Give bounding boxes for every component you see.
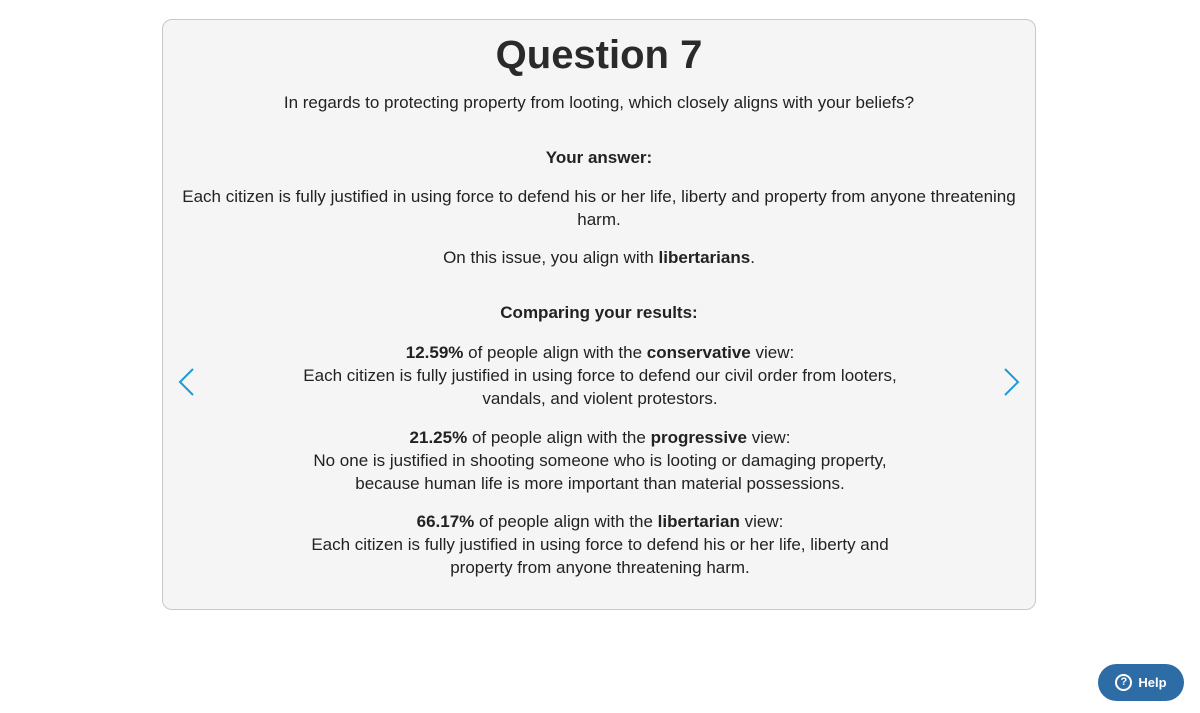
question-title: Question 7 (495, 33, 703, 77)
result-percent: 66.17% (416, 512, 475, 531)
result-percent: 21.25% (409, 428, 468, 447)
alignment-group: libertarians (658, 248, 751, 267)
comparing-results-heading: Comparing your results: (500, 303, 698, 322)
result-mid-text: of people align with the (463, 343, 647, 362)
your-answer-text: Each citizen is fully justified in using force to defend his or her life, liberty and property from anyone threatening harm. (182, 187, 1016, 229)
result-mid-text: of people align with the (467, 428, 651, 447)
alignment-prefix: On this issue, you align with (443, 248, 659, 267)
result-summary (283, 341, 917, 364)
result-summary (283, 510, 917, 533)
result-group: libertarian (657, 512, 740, 531)
result-view-text: No one is justified in shooting someone who is looting or damaging property, because human life is more important than material possessions. (313, 451, 887, 493)
result-suffix: view: (739, 512, 784, 531)
question-text: In regards to protecting property from looting, which closely aligns with your beliefs? (283, 93, 915, 112)
result-progressive (283, 426, 917, 495)
result-group: conservative (646, 343, 751, 362)
result-view-text: Each citizen is fully justified in using force to defend his or her life, liberty and property from anyone threatening harm. (311, 535, 889, 577)
alignment-suffix: . (750, 248, 755, 267)
result-libertarian (283, 510, 917, 579)
question-mark-icon: ? (1115, 674, 1132, 691)
result-mid-text: of people align with the (474, 512, 658, 531)
help-label: Help (1138, 675, 1167, 690)
alignment-statement (163, 247, 1035, 269)
chevron-left-icon (175, 366, 199, 398)
result-conservative (283, 341, 917, 410)
result-percent: 12.59% (405, 343, 464, 362)
previous-question-button[interactable] (175, 366, 199, 398)
result-suffix: view: (750, 343, 795, 362)
your-answer-heading: Your answer: (545, 148, 653, 167)
question-card (162, 19, 1036, 610)
help-button[interactable] (1098, 664, 1184, 701)
next-question-button[interactable] (999, 366, 1023, 398)
result-suffix: view: (746, 428, 791, 447)
result-summary (283, 426, 917, 449)
chevron-right-icon (999, 366, 1023, 398)
result-view-text: Each citizen is fully justified in using force to defend our civil order from looters, vandals, and violent protestors. (303, 366, 897, 408)
result-group: progressive (650, 428, 747, 447)
